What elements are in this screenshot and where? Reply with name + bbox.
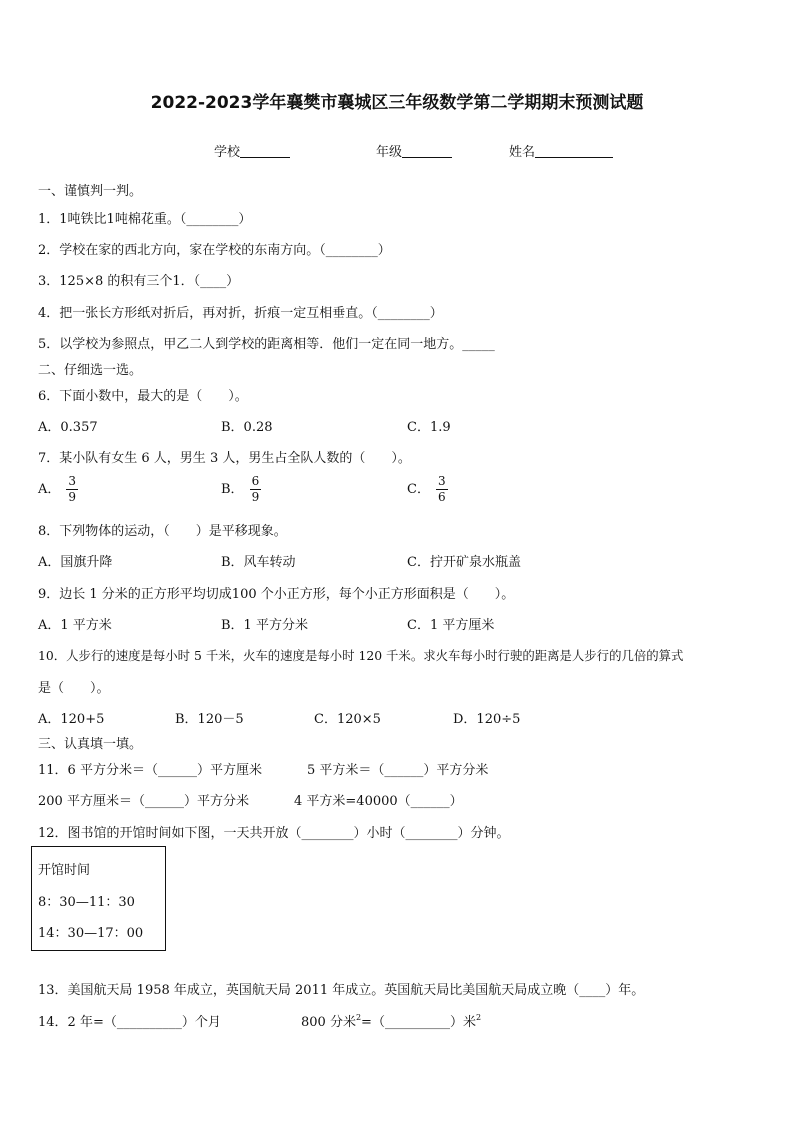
option-a-label: A． xyxy=(38,482,61,497)
question-4: 4．把一张长方形纸对折后，再对折，折痕一定互相垂直。（________） xyxy=(38,306,443,321)
fraction-c-denominator: 6 xyxy=(437,490,446,504)
superscript-2: 2 xyxy=(355,1013,362,1022)
question-10-option-d: D．120÷5 xyxy=(453,712,521,727)
question-10-option-c: C．120×5 xyxy=(314,712,381,727)
section-heading-1: 一、谨慎判一判。 xyxy=(38,184,143,199)
question-6-option-b: B．0.28 xyxy=(221,420,273,435)
question-6-option-a: A．0.357 xyxy=(38,420,98,435)
question-7-option-b xyxy=(221,474,261,505)
question-9-option-c: C．1 平方厘米 xyxy=(407,618,495,633)
fraction-b-denominator: 9 xyxy=(251,490,260,504)
question-7-option-a xyxy=(38,474,78,505)
fraction-a-denominator: 9 xyxy=(68,490,77,504)
option-b-label: B． xyxy=(221,482,244,497)
opening-hours-heading: 开馆时间 xyxy=(38,863,91,878)
name-blank[interactable] xyxy=(535,143,613,158)
question-9: 9．边长 1 分米的正方形平均切成100 个小正方形，每个小正方形面积是（ ）。 xyxy=(38,587,515,602)
question-8-option-b: B．风车转动 xyxy=(221,555,296,570)
question-11-part-2: 5 平方米＝（______）平方分米 xyxy=(307,763,489,778)
fraction-b xyxy=(250,474,262,505)
question-10-option-a: A．120+5 xyxy=(38,712,105,727)
question-8-option-a: A．国旗升降 xyxy=(38,555,113,570)
question-11-part-3: 200 平方厘米＝（______）平方分米 xyxy=(38,794,249,809)
fraction-b-numerator: 6 xyxy=(251,474,260,488)
question-11-part-4: 4 平方米=40000（______） xyxy=(294,794,463,809)
fraction-a-numerator: 3 xyxy=(68,474,77,488)
school-blank[interactable] xyxy=(240,143,290,158)
q14-left-value: 800 分米 xyxy=(301,1015,356,1030)
question-3: 3．125×8 的积有三个1．（____） xyxy=(38,274,240,289)
fraction-a xyxy=(66,474,78,505)
question-12: 12．图书馆的开馆时间如下图，一天共开放（________）小时（________）分钟。 xyxy=(38,826,510,841)
opening-hours-row-2: 14：30—17：00 xyxy=(38,926,144,941)
name-field xyxy=(509,141,613,160)
question-5: 5．以学校为参照点，甲乙二人到学校的距离相等．他们一定在同一地方。_____ xyxy=(38,337,495,352)
q14-right-value: =（__________）米 xyxy=(361,1015,476,1030)
superscript-2: 2 xyxy=(475,1013,482,1022)
question-10-line-2: 是（ ）。 xyxy=(38,681,110,696)
question-8: 8．下列物体的运动，（ ）是平移现象。 xyxy=(38,524,287,539)
question-14-part-2 xyxy=(301,1011,481,1030)
opening-hours-row-1: 8：30—11：30 xyxy=(38,895,135,910)
name-label: 姓名 xyxy=(509,145,536,160)
question-1: 1．1吨铁比1吨棉花重。（________） xyxy=(38,212,252,227)
fraction-c-numerator: 3 xyxy=(437,474,446,488)
opening-hours-box xyxy=(31,846,166,951)
question-7: 7．某小队有女生 6 人，男生 3 人，男生占全队人数的（ ）。 xyxy=(38,451,411,466)
question-6-option-c: C．1.9 xyxy=(407,420,451,435)
grade-label: 年级 xyxy=(376,145,403,160)
option-c-label: C． xyxy=(407,482,430,497)
school-field xyxy=(214,141,290,160)
page-title: 2022-2023学年襄樊市襄城区三年级数学第二学期期末预测试题 xyxy=(150,93,644,113)
question-10-option-b: B．120－5 xyxy=(175,712,244,727)
question-2: 2．学校在家的西北方向，家在学校的东南方向。（________） xyxy=(38,243,391,258)
question-9-option-b: B．1 平方分米 xyxy=(221,618,308,633)
question-8-option-c: C．拧开矿泉水瓶盖 xyxy=(407,555,521,570)
grade-field xyxy=(376,141,452,160)
question-14-part-1: 14．2 年=（__________）个月 xyxy=(38,1015,221,1030)
question-9-option-a: A．1 平方米 xyxy=(38,618,112,633)
question-10-line-1: 10．人步行的速度是每小时 5 千米，火车的速度是每小时 120 千米。求火车每小时行驶的距离是人步行的几倍的算式 xyxy=(38,648,684,663)
grade-blank[interactable] xyxy=(402,143,452,158)
question-13: 13．美国航天局 1958 年成立，英国航天局 2011 年成立。英国航天局比美国航天局成立晚（____）年。 xyxy=(38,983,645,998)
fraction-c xyxy=(436,474,448,505)
question-6: 6．下面小数中，最大的是（ ）。 xyxy=(38,389,248,404)
question-7-option-c xyxy=(407,474,448,505)
section-heading-2: 二、仔细选一选。 xyxy=(38,363,143,378)
school-label: 学校 xyxy=(214,145,241,160)
question-11-part-1: 11．6 平方分米＝（______）平方厘米 xyxy=(38,763,262,778)
section-heading-3: 三、认真填一填。 xyxy=(38,737,143,752)
